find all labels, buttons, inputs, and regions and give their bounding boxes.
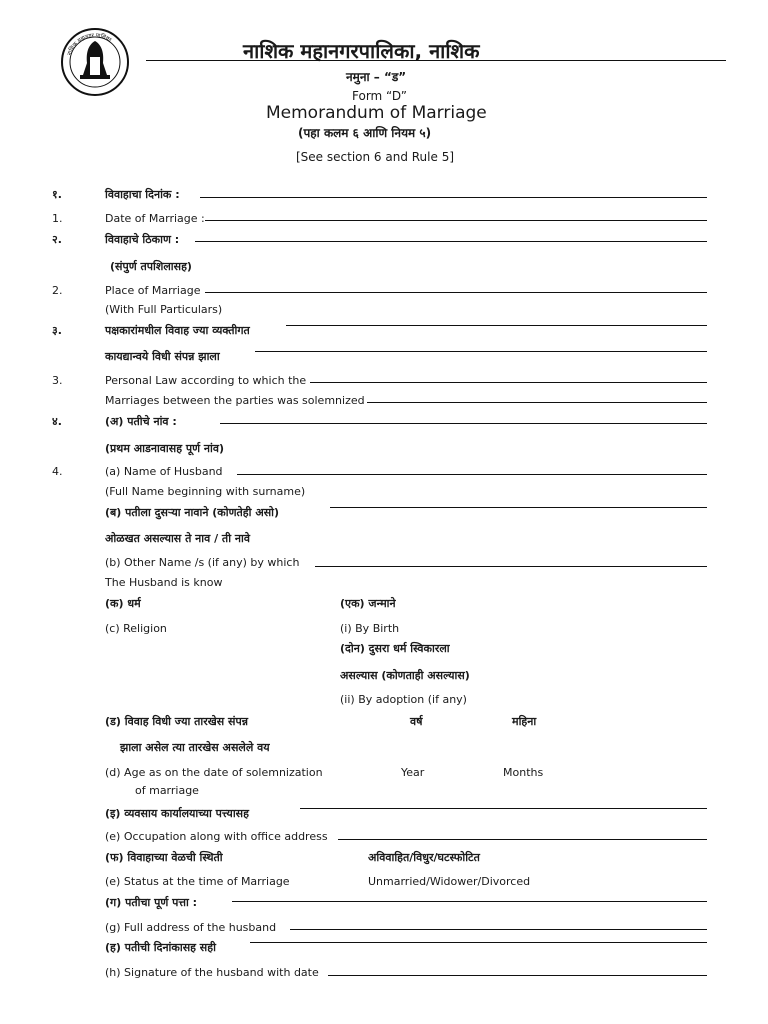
field-label: (e) Occupation along with office address [105,830,328,843]
fill-line [310,382,707,383]
field-label: (b) Other Name /s (if any) by which [105,556,300,569]
field-label: (इ) व्यवसाय कार्यालयाच्या पत्त्यासह [105,807,249,820]
row-number: २. [52,233,62,246]
year-label-mr: वर्ष [410,715,423,728]
fill-line [195,241,707,242]
row-number: 4. [52,465,63,478]
field-label: (a) Name of Husband [105,465,223,478]
field-label: कायद्यान्वये विधी संपन्न झाला [105,350,220,363]
municipal-seal-logo [60,27,130,97]
row-number: ४. [52,415,62,428]
row-number: १. [52,188,62,201]
field-label: (फ) विवाहाच्या वेळची स्थिती [105,851,223,864]
field-label: The Husband is know [105,576,223,589]
fill-line [300,808,707,809]
fill-line [200,197,707,198]
adoption-note-mr: असल्यास (कोणताही असल्यास) [340,669,470,682]
fill-line [330,507,707,508]
namuna-label: नमुना – “ड” [346,70,407,84]
field-label: विवाहाचे ठिकाण : [105,233,180,246]
month-label-en: Months [503,766,544,779]
field-label: (प्रथम आडनावासह पूर्ण नांव) [105,442,225,455]
by-birth-en: (i) By Birth [340,622,400,635]
fill-line [315,566,707,567]
document-title: Memorandum of Marriage [266,103,487,123]
field-label: (ब) पतीला दुसऱ्या नावाने (कोणतेही असो) [105,506,280,519]
field-label: Date of Marriage : [105,212,205,225]
adoption-mr: (दोन) दुसरा धर्म स्विकारला [340,642,450,655]
field-label: (d) Age as on the date of solemnization [105,766,323,779]
field-label: Personal Law according to which the [105,374,307,387]
by-birth-mr: (एक) जन्माने [340,597,396,610]
field-label: झाला असेल त्या तारखेस असलेले वय [120,741,270,754]
header-rule [146,60,726,61]
adoption-en: (ii) By adoption (if any) [340,693,467,706]
year-label-en: Year [401,766,425,779]
field-label: पक्षकारांमधील विवाह ज्या व्यक्तीगत [105,324,250,337]
field-label: (अ) पतीचे नांव : [105,415,177,428]
fill-line [255,351,707,352]
fill-line [232,901,707,902]
field-label: (संपुर्ण तपशिलासह) [110,260,192,273]
fill-line [205,220,707,221]
organization-title: नाशिक महानगरपालिका, नाशिक [243,39,480,63]
field-label: (क) धर्म [105,597,141,610]
field-label: of marriage [135,784,199,797]
field-label: (g) Full address of the husband [105,921,277,934]
field-label: Place of Marriage [105,284,201,297]
rule-reference-mr: (पहा कलम ६ आणि नियम ५) [298,126,432,140]
fill-line [328,975,707,976]
marital-status-options-mr: अविवाहित/विधुर/घटस्फोटित [368,851,480,864]
row-number: 3. [52,374,63,387]
fill-line [286,325,707,326]
fill-line [205,292,707,293]
rule-reference-en: [See section 6 and Rule 5] [296,150,455,164]
field-label: (With Full Particulars) [105,303,223,316]
fill-line [250,942,707,943]
row-number: 1. [52,212,63,225]
field-label: (Full Name beginning with surname) [105,485,306,498]
fill-line [290,929,707,930]
form-label: Form “D” [352,89,408,103]
svg-text:नाशिक महानगर पालिका: नाशिक महानगर पालिका [66,32,113,57]
field-label: (e) Status at the time of Marriage [105,875,290,888]
field-label: Marriages between the parties was solemnized [105,394,365,407]
field-label: ओळखत असल्यास ते नाव / ती नावे [105,532,250,545]
fill-line [338,839,707,840]
field-label: विवाहाचा दिनांक : [105,188,180,201]
fill-line [367,402,707,403]
marital-status-options-en: Unmarried/Widower/Divorced [368,875,531,888]
field-label: (h) Signature of the husband with date [105,966,319,979]
row-number: ३. [52,324,62,337]
row-number: 2. [52,284,63,297]
field-label: (ड) विवाह विधी ज्या तारखेस संपन्न [105,715,248,728]
field-label: (ग) पतीचा पूर्ण पत्ता : [105,896,198,909]
fill-line [237,474,707,475]
fill-line [220,423,707,424]
field-label: (c) Religion [105,622,167,635]
field-label: (ह) पतीची दिनांकासह सही [105,941,216,954]
month-label-mr: महिना [512,715,537,728]
